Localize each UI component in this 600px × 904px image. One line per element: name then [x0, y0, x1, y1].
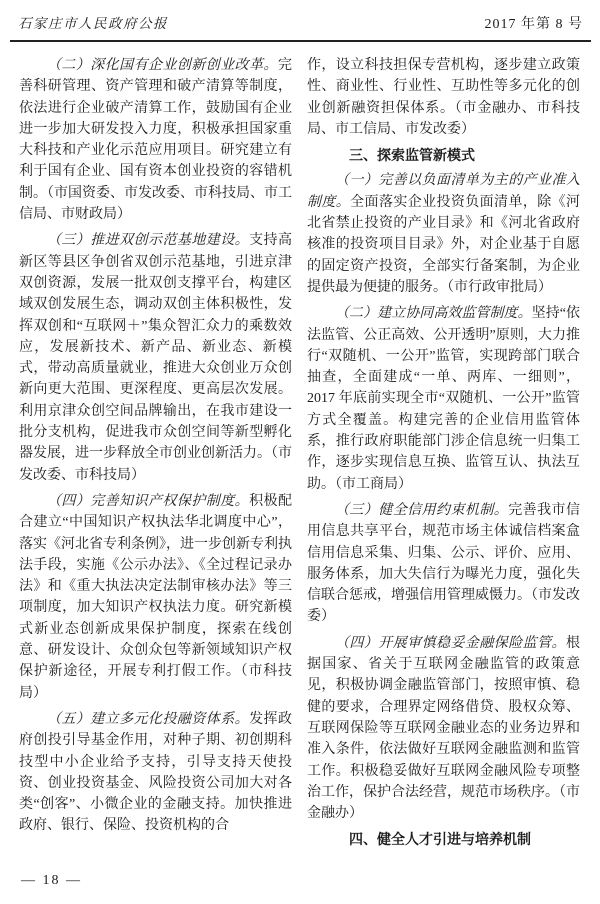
paragraph: （三）推进双创示范基地建设。支持高新区等县区争创省双创示范基地，引进京津双创资源，发展一批双创支撑平台，构建区域双创发展生态，调动双创主体积极性，发挥双创和“互联网＋”集众智汇众力的乘数效应，发展新技术、新产品、新业态、新模式，带动高质量就业，推进大众创业万众创新向更大范围、更深程度、更高层次发展。利用京津众创空间品牌输出，在我市建设一批分支机构，促进我市众创空间等新型孵化器发展，进一步释放全市创业创新活力。（市发改委、市科技局） [19, 233, 292, 483]
content-columns [0, 42, 600, 855]
paragraph-lead: （二）建立协同高效监管制度。 [335, 306, 532, 322]
paragraph-lead: （一）完善以负面清单为主的产业准入制度。 [307, 173, 580, 210]
right-column [307, 55, 580, 855]
journal-title: 石家庄市人民政府公报 [18, 16, 168, 31]
issue-number: 2017 年第 8 号 [484, 17, 583, 32]
gazette-page [0, 10, 600, 904]
paragraph-lead: （四）开展审慎稳妥金融保险监管。 [335, 635, 566, 651]
paragraph-lead: （三）健全信用约束机制。 [335, 502, 509, 518]
paragraph: （三）健全信用约束机制。完善我市信用信息共享平台，规范市场主体诚信档案盒信用信息采集、归集、公示、评价、应用、服务体系，加大失信行为曝光力度，强化失信联合惩戒，增强信用管理威慑力。（市发改委） [307, 502, 580, 625]
left-column [19, 55, 292, 855]
paragraph: （一）完善以负面清单为主的产业准入制度。全面落实企业投资负面清单，除《河北省禁止投资的产业目录》和《河北省政府核准的投资项目目录》外，对企业基于自愿的固定资产投资，全部实行备案制，为企业提供最为便捷的服务。（市行政审批局） [307, 173, 581, 295]
section-heading: 三、探索监管新模式 [349, 147, 475, 164]
paragraph: （二）建立协同高效监管制度。坚持“依法监管、公正高效、公开透明”原则，大力推行“双随机、一公开”监管，实现跨部门联合抽查，全面建成“一单、两库、一细则”，2017 年底前实现全市“双随机、一公开”监管方式全覆盖。构建完善的企业信用监管体系，推行政府职能部门涉企信息统一归集工作，逐步实现信息互换、监管互认、执法互助。（市工商局） [307, 306, 581, 492]
paragraph-lead: （五）建立多元化投融资体系。 [47, 711, 250, 727]
page-footer [21, 873, 82, 889]
page-header [10, 10, 591, 42]
paragraph: （四）完善知识产权保护制度。积极配合建立“中国知识产权执法华北调度中心”，落实《河北省专利条例》，进一步创新专利执法手段，实施《公示办法》、《全过程记录办法》和《重大执法决定法制审核办法》等三项制度，加大知识产权执法力度。研究新模式新业态创新成果保护制度，探索在线创意、研发设计、众创众包等新领域知识产权保护新途径，开展专利打假工作。（市科技局） [19, 493, 292, 701]
page-number: — 18 — [21, 873, 82, 888]
paragraph-lead: （四）完善知识产权保护制度。 [47, 493, 250, 509]
paragraph: （二）深化国有企业创新创业改革。完善科研管理、资产管理和破产清算等制度，依法进行企业破产清算工作，鼓励国有企业进一步加大研发投入力度，积极承担国家重大科技和产业化示范应用项目。研究建立有利于国有企业、国有资本创业投资的容错机制。（市国资委、市发改委、市科技局、市工信局、市财政局） [19, 58, 292, 223]
section-heading: 四、健全人才引进与培养机制 [349, 831, 531, 848]
paragraph: （五）建立多元化投融资体系。发挥政府创投引导基金作用，对种子期、初创期科技型中小企业给予支持，引导支持天使投资、创业投资基金、风险投资公司加大对各类“创客”、小微企业的金融支持。加快推进政府、银行、保险、投资机构的合 [19, 711, 292, 834]
paragraph-continuation: 作，设立科技担保专营机构，逐步建立政策性、商业性、行业性、互助性等多元化的创业创新融资担保体系。（市金融办、市科技局、市工信局、市发改委） [307, 58, 580, 137]
paragraph: （四）开展审慎稳妥金融保险监管。根据国家、省关于互联网金融监管的政策意见，积极协调金融监管部门，按照审慎、稳健的要求，合理界定网络借贷、股权众筹、互联网保险等互联网金融业态的业务边界和准入条件，依法做好互联网金融监测和监管工作。积极稳妥做好互联网金融风险专项整治工作，保护合法经营，规范市场秩序。（市金融办） [307, 635, 580, 822]
paragraph-lead: （二）深化国有企业创新创业改革。 [47, 58, 278, 73]
paragraph-lead: （三）推进双创示范基地建设。 [47, 233, 250, 249]
